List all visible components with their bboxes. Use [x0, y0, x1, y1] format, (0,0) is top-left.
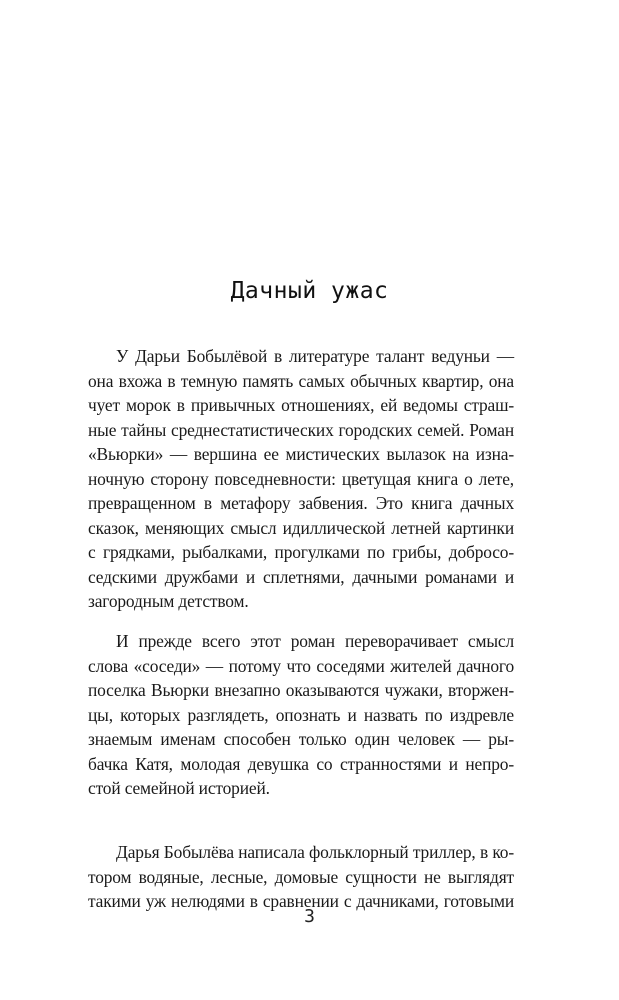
- text-line: Дарья Бобылёва написала фольклорный триллер, в ко-: [116, 842, 514, 862]
- text-line: ночную сторону повседневности: цветущая книга о лете,: [88, 468, 514, 489]
- text-line: цы, которых разглядеть, опознать и назвать по издревле: [88, 704, 514, 725]
- text-line: И прежде всего этот роман переворачивает смысл: [116, 631, 514, 651]
- text-line: стой семейной историей.: [88, 778, 270, 798]
- text-line: она вхожа в темную память самых обычных квартир, она: [88, 370, 514, 391]
- text-line: «Вьюрки» — вершина ее мистических вылазок на изна-: [88, 444, 514, 464]
- text-line: бачка Катя, молодая девушка со странностями и непро-: [88, 753, 514, 774]
- text-line: сказок, меняющих смысл идиллической летней картинки: [88, 517, 514, 538]
- text-line: знаемым именам способен только один человек — ры-: [88, 729, 514, 749]
- text-line: загородным детством.: [88, 591, 249, 611]
- text-line: чует морок в привычных отношениях, ей ведомы страш-: [88, 395, 514, 415]
- text-line: тором водяные, лесные, домовые сущности не выглядят: [88, 866, 514, 887]
- text-line: ные тайны среднестатистических городских семей. Роман: [88, 419, 514, 440]
- page-number: 3: [304, 906, 315, 927]
- text-line: поселка Вьюрки внезапно оказываются чужаки, вторжен-: [88, 680, 514, 700]
- text-line: с грядками, рыбалками, прогулками по грибы, добросо-: [88, 542, 514, 562]
- text-line: У Дарьи Бобылёвой в литературе талант ведуньи —: [116, 346, 514, 366]
- text-line: слова «соседи» — потому что соседями жителей дачного: [88, 655, 514, 676]
- text-line: седскими дружбами и сплетнями, дачными романами и: [88, 566, 514, 587]
- paragraph-2: [88, 629, 514, 801]
- text-line: такими уж нелюдями в сравнении с дачниками, готовыми: [88, 891, 514, 911]
- paragraph-1: [88, 344, 514, 614]
- text-line: превращенном в метафору забвения. Это книга дачных: [88, 493, 514, 513]
- chapter-title: Дачный ужас: [230, 278, 389, 304]
- paragraph-3: [88, 840, 514, 914]
